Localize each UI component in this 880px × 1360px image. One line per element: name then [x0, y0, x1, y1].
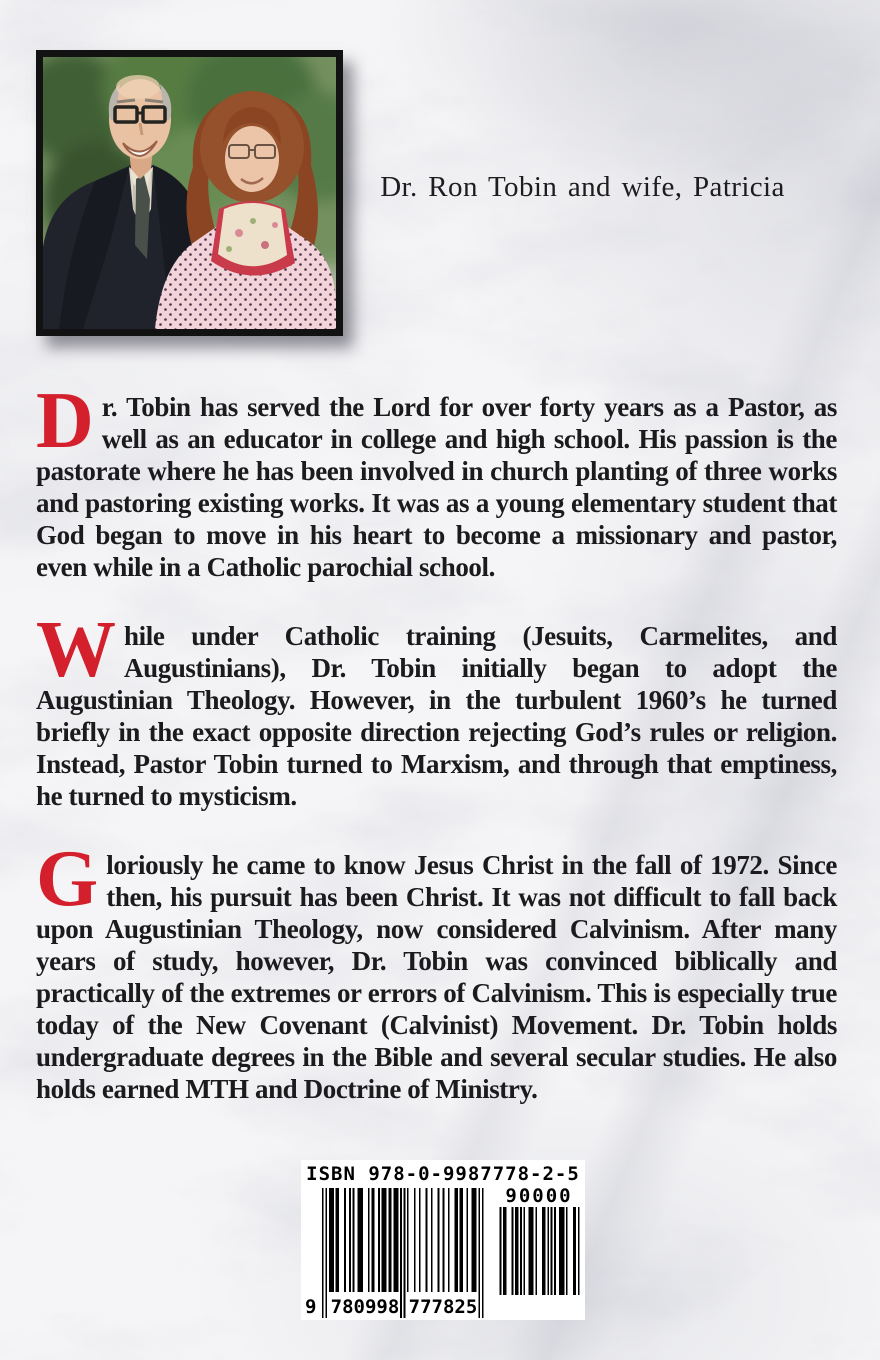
- bio-section: [36, 377, 837, 1105]
- bio-paragraph-1-text: r. Tobin has served the Lord for over forty years as a Pastor, as well as an educator in college and high school. His passion is the pastorate where he has been involved in church planting of three works and pastoring existing works. It was as a young elementary student that God began to move in his heart to become a missionary and pastor, even while in a Catholic parochial school.: [36, 392, 837, 582]
- bio-paragraph-2-text: hile under Catholic training (Jesuits, Carmelites, and Augustinians), Dr. Tobin initially began to adopt the Augustinian Theology. However, in the turbulent 1960’s he turned briefly in the exact opposite direction rejecting God’s rules or religion. Instead, Pastor Tobin turned to Marxism, and through that emptiness, he turned to mysticism.: [36, 621, 837, 811]
- isbn-barcode: [301, 1160, 585, 1320]
- barcode-supplement: [498, 1186, 580, 1295]
- bio-paragraph-3: [36, 835, 837, 1105]
- barcode-supplement-bars: [498, 1207, 580, 1295]
- dropcap-2: W: [36, 606, 116, 694]
- price-code: 90000: [505, 1185, 573, 1207]
- bio-paragraph-2: [36, 606, 837, 812]
- barcode-main-bars: [305, 1188, 484, 1346]
- bio-paragraph-3-text: loriously he came to know Jesus Christ in the fall of 1972. Since then, his pursuit has been Christ. It was not difficult to fall back upon Augustinian Theology, now considered Calvinism. After many years of study, however, Dr. Tobin was convinced biblically and practically of the extremes or errors of Calvinism. This is especially true today of the New Covenant (Calvinist) Movement. Dr. Tobin holds undergraduate degrees in the Bible and several secular studies. He also holds earned MTH and Doctrine of Ministry.: [36, 850, 837, 1104]
- author-photo-illustration: [43, 57, 336, 329]
- barcode-digit-group1: 780998: [330, 1296, 400, 1318]
- barcode-digit-group2: 777825: [408, 1296, 478, 1318]
- isbn-label: ISBN 978-0-9987778-2-5: [306, 1163, 580, 1185]
- bio-paragraph-1: [36, 377, 837, 583]
- photo-caption: Dr. Ron Tobin and wife, Patricia: [380, 171, 785, 203]
- author-photo: [36, 50, 343, 336]
- dropcap-3: G: [36, 835, 99, 923]
- barcode-digit-lead: 9: [305, 1296, 317, 1318]
- dropcap-1: D: [36, 377, 94, 465]
